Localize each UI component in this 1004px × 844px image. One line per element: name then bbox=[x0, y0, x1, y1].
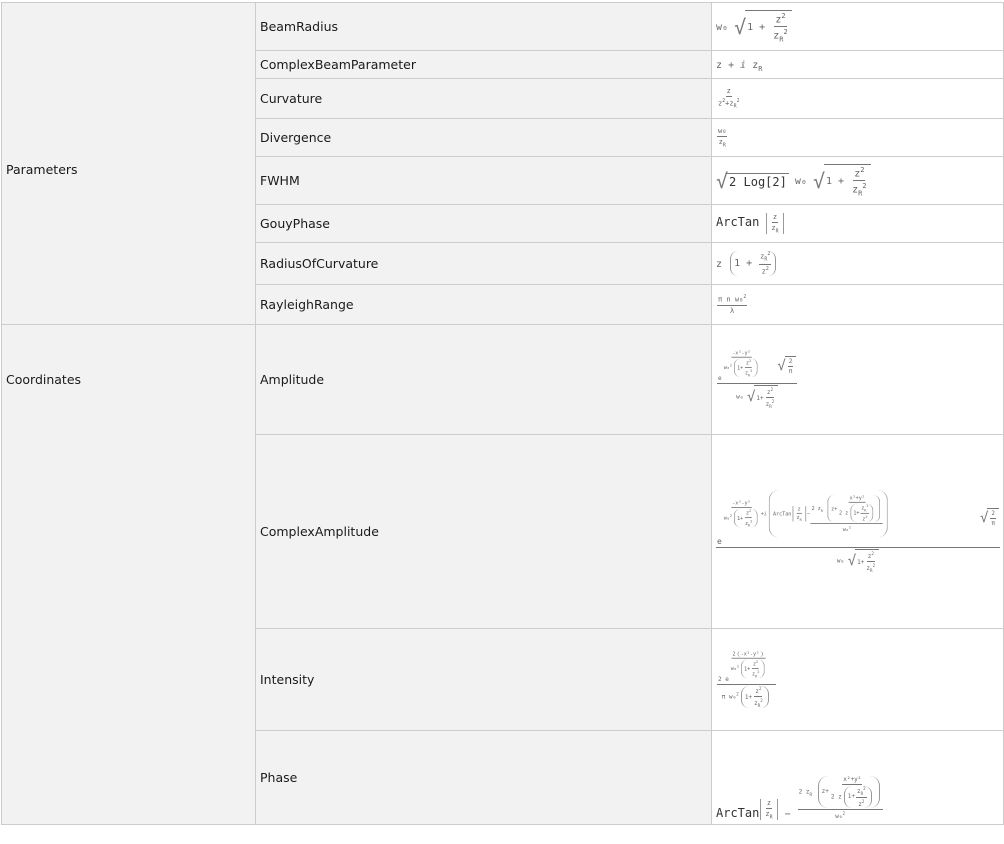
symbol: ArcTan bbox=[716, 215, 760, 230]
symbol: z bbox=[729, 99, 734, 108]
symbol: z bbox=[861, 505, 865, 512]
symbol: R bbox=[799, 517, 802, 522]
symbol: z bbox=[716, 60, 723, 71]
row-name-text: Divergence bbox=[260, 130, 332, 145]
symbol: z bbox=[852, 184, 859, 196]
row-name-text: FWHM bbox=[260, 173, 300, 188]
symbol: z bbox=[821, 788, 826, 796]
symbol: λ bbox=[730, 306, 735, 315]
symbol: 2 bbox=[736, 691, 739, 697]
symbol: − bbox=[784, 809, 791, 820]
symbol: 2 z bbox=[838, 509, 849, 516]
symbol: + bbox=[728, 60, 735, 71]
symbol: R bbox=[747, 523, 751, 528]
symbol: z bbox=[856, 787, 861, 795]
symbol: w₀ bbox=[736, 393, 744, 401]
symbol: z bbox=[866, 565, 871, 572]
symbol: -x²-y² bbox=[737, 651, 762, 657]
symbol: w₀ bbox=[723, 514, 730, 521]
symbol: R bbox=[779, 35, 784, 44]
symbol: z bbox=[775, 14, 782, 25]
formula bbox=[716, 87, 742, 110]
symbol: 2 bbox=[749, 368, 752, 373]
symbol: R bbox=[809, 791, 812, 797]
symbol: 2 bbox=[848, 524, 851, 530]
symbol: ⅈ bbox=[763, 510, 767, 517]
symbol: w₀ bbox=[794, 175, 807, 187]
symbol: + bbox=[860, 558, 865, 566]
symbol: z bbox=[726, 87, 731, 96]
row-name-text: RadiusOfCurvature bbox=[260, 256, 379, 271]
symbol: R bbox=[864, 507, 867, 513]
symbol: 2 bbox=[871, 551, 874, 556]
symbol: + bbox=[725, 99, 730, 108]
symbol: 1 bbox=[736, 514, 741, 521]
row-name-text: GouyPhase bbox=[260, 216, 330, 231]
symbol: + bbox=[739, 364, 743, 371]
symbol: R bbox=[733, 103, 737, 110]
symbol: 2 e bbox=[718, 676, 729, 683]
symbol: 2 bbox=[755, 659, 759, 664]
row-name-beamradius bbox=[256, 3, 712, 51]
symbol: 1 bbox=[853, 509, 857, 516]
formula bbox=[716, 251, 778, 276]
row-name-text: BeamRadius bbox=[260, 19, 339, 34]
symbol: z bbox=[858, 801, 862, 808]
symbol: − bbox=[806, 510, 810, 517]
symbol: w₀ bbox=[835, 813, 843, 820]
symbol: z bbox=[797, 505, 801, 512]
symbol: + bbox=[760, 394, 764, 402]
symbol: R bbox=[769, 404, 772, 410]
group-label-coordinates bbox=[2, 325, 256, 825]
formula-intensity bbox=[712, 629, 1004, 731]
symbol: 1 + bbox=[734, 257, 753, 269]
symbol: z bbox=[830, 505, 835, 512]
formula-complexamplitude bbox=[712, 435, 1004, 629]
symbol: w₀ bbox=[730, 665, 737, 672]
row-name-complexamplitude bbox=[256, 435, 712, 629]
formula: √ 2 Log[2] w₀ √ 1 + $\frac{z^2}{z_R^2}$ bbox=[716, 176, 871, 187]
symbol: 2 bbox=[991, 510, 995, 518]
symbol: z bbox=[718, 99, 723, 108]
symbol: 2 bbox=[866, 503, 869, 508]
formula-radiusofcurvature bbox=[712, 243, 1004, 285]
symbol: z bbox=[718, 137, 723, 146]
symbol: + bbox=[825, 788, 829, 796]
formula bbox=[716, 650, 777, 709]
symbol: 2 bbox=[770, 387, 774, 392]
symbol: z bbox=[854, 168, 861, 179]
symbol: z bbox=[716, 258, 723, 270]
symbol: e bbox=[718, 375, 722, 382]
symbol: z bbox=[771, 223, 776, 232]
symbol: 2 z bbox=[798, 788, 810, 796]
symbol: 2 bbox=[781, 11, 786, 20]
formula-rayleighrange bbox=[712, 285, 1004, 325]
symbol: 2 bbox=[743, 294, 747, 301]
formula: e -x²-y² w₀$^2$ 1 + $\frac{z^2}{z_R^2}$ + ⅈ ArcTan $\frac{z}{z_R}$ − 2 $z_R$ z + x²+y² 2 z 1 + $\frac{z_R^2}{z^2}$ w₀$^2$ √ $\frac{2}{\pi}$ w₀ √ 1 + $\frac{z^2}{z_R^2}$ bbox=[716, 528, 1000, 535]
symbol: R bbox=[860, 791, 864, 796]
symbol: z bbox=[773, 30, 780, 42]
formula-complexbeamparameter bbox=[712, 51, 1004, 79]
row-name-curvature bbox=[256, 79, 712, 119]
symbol: z bbox=[745, 360, 749, 366]
formula bbox=[716, 212, 785, 235]
symbol: R bbox=[747, 372, 750, 378]
group-text: Coordinates bbox=[6, 372, 82, 387]
symbol: z bbox=[752, 60, 759, 71]
symbol: + bbox=[760, 510, 764, 517]
row-name-rayleighrange bbox=[256, 285, 712, 325]
symbol: + bbox=[834, 505, 838, 512]
symbol: 2 bbox=[748, 508, 752, 513]
symbol: R bbox=[764, 257, 768, 264]
symbol: z bbox=[745, 510, 749, 517]
symbol: + bbox=[747, 665, 751, 672]
symbol: z bbox=[867, 553, 872, 560]
formula-fwhm bbox=[712, 157, 1004, 205]
symbol: 1 bbox=[756, 394, 760, 402]
symbol: R bbox=[757, 703, 761, 709]
symbol: 2 bbox=[862, 182, 867, 190]
symbol: z bbox=[766, 389, 771, 396]
row-name-text: ComplexBeamParameter bbox=[260, 57, 416, 72]
symbol: 2 z bbox=[830, 793, 842, 801]
formula: e -x²-y² w₀$^2$ 1 + $\frac{z^2}{z_R^2}$ √ $\frac{2}{\pi}$ w₀ √ 1 + $\frac{z^2}{z_R^2}$ bbox=[716, 376, 798, 383]
symbol: 1 + bbox=[826, 176, 845, 187]
row-name-text: Curvature bbox=[260, 91, 323, 106]
symbol: w₀ bbox=[718, 126, 727, 135]
symbol: z bbox=[744, 520, 748, 527]
symbol: z bbox=[761, 267, 766, 276]
symbol: w₀ bbox=[729, 693, 737, 701]
row-name-complexbeamparameter bbox=[256, 51, 712, 79]
symbol: z bbox=[796, 514, 800, 521]
symbol: 2 bbox=[750, 518, 753, 523]
row-name-amplitude bbox=[256, 325, 712, 435]
symbol: ⅈ bbox=[740, 60, 747, 71]
row-name-divergence bbox=[256, 119, 712, 157]
symbol: 2 bbox=[771, 399, 775, 404]
symbol: 2 bbox=[732, 650, 736, 657]
group-text: Parameters bbox=[6, 162, 78, 177]
symbol: 1 bbox=[743, 665, 748, 672]
row-name-phase bbox=[256, 731, 712, 825]
symbol: w₀ bbox=[836, 557, 845, 565]
formula-divergence bbox=[712, 119, 1004, 157]
symbol: R bbox=[870, 568, 873, 574]
symbol: z bbox=[766, 798, 772, 807]
symbol: w₀ bbox=[734, 295, 744, 304]
symbol: z bbox=[752, 661, 756, 667]
formula-beamradius bbox=[712, 3, 1004, 51]
symbol: π n bbox=[718, 295, 731, 304]
formula-phase bbox=[712, 731, 1004, 825]
symbol: x²+y² bbox=[843, 775, 862, 783]
symbol: π bbox=[991, 520, 995, 528]
symbol: 2 bbox=[865, 514, 868, 519]
symbol: 2 bbox=[736, 664, 739, 669]
symbol: z bbox=[744, 370, 748, 377]
symbol: 1 + bbox=[747, 22, 766, 33]
symbol: 2 bbox=[722, 98, 726, 105]
symbol: z bbox=[862, 516, 866, 523]
row-name-text: Phase bbox=[260, 770, 298, 785]
symbol: ArcTan bbox=[772, 510, 792, 517]
symbol: z bbox=[755, 688, 759, 695]
row-name-text: Amplitude bbox=[260, 372, 325, 387]
symbol: R bbox=[758, 65, 763, 73]
formula bbox=[716, 776, 884, 820]
symbol: + bbox=[748, 693, 753, 701]
symbol: z bbox=[772, 212, 778, 221]
symbol: + bbox=[851, 793, 855, 801]
symbol: 1 bbox=[857, 558, 861, 566]
symbol: R bbox=[858, 189, 863, 198]
symbol: 2 bbox=[757, 669, 760, 674]
symbol: 2 bbox=[863, 785, 866, 791]
symbol: 2 Log[2] bbox=[729, 174, 787, 189]
symbol: + bbox=[856, 509, 860, 516]
symbol: z bbox=[760, 252, 765, 261]
formula-curvature bbox=[712, 79, 1004, 119]
symbol: 2 bbox=[748, 358, 751, 363]
symbol: 2 bbox=[872, 563, 876, 568]
group-label-parameters bbox=[2, 3, 256, 325]
symbol: 2 bbox=[760, 698, 763, 703]
symbol: w₀ bbox=[842, 526, 849, 533]
property-table bbox=[1, 2, 1004, 825]
row-name-text: ComplexAmplitude bbox=[260, 524, 379, 539]
symbol: z bbox=[765, 809, 770, 818]
symbol: 1 bbox=[744, 693, 749, 701]
symbol: π bbox=[721, 693, 726, 701]
symbol: -x²-y² bbox=[731, 349, 751, 356]
symbol: + bbox=[740, 514, 744, 521]
formula bbox=[716, 60, 762, 71]
symbol: e bbox=[717, 537, 722, 546]
symbol: R bbox=[820, 508, 823, 513]
symbol: x²+y² bbox=[849, 494, 865, 501]
row-name-radiusofcurvature bbox=[256, 243, 712, 285]
symbol: 1 bbox=[847, 793, 852, 801]
symbol: z bbox=[754, 700, 758, 707]
symbol: w₀ bbox=[716, 21, 729, 33]
row-name-gouyphase bbox=[256, 205, 712, 243]
symbol: z bbox=[765, 401, 770, 408]
symbol: 2 bbox=[842, 811, 846, 816]
symbol: z bbox=[751, 671, 755, 678]
row-name-fwhm bbox=[256, 157, 712, 205]
formula bbox=[716, 126, 728, 149]
symbol: 2 bbox=[861, 799, 865, 804]
symbol: w₀ bbox=[723, 364, 730, 371]
symbol: R bbox=[722, 142, 726, 149]
symbol: 1 bbox=[736, 364, 740, 371]
formula-gouyphase bbox=[712, 205, 1004, 243]
symbol: 2 bbox=[729, 513, 732, 518]
symbol: ArcTan bbox=[716, 806, 760, 820]
row-name-text: RayleighRange bbox=[260, 297, 354, 312]
symbol: -x²-y² bbox=[732, 500, 751, 506]
symbol: 2 bbox=[765, 266, 769, 273]
symbol: R bbox=[769, 814, 773, 820]
symbol: 2 bbox=[860, 165, 865, 174]
symbol: 2 bbox=[767, 251, 771, 258]
symbol: 2 bbox=[788, 358, 793, 366]
row-name-intensity bbox=[256, 629, 712, 731]
symbol: 2 z bbox=[811, 505, 821, 512]
symbol: 2 bbox=[736, 98, 740, 105]
symbol: 2 bbox=[729, 363, 732, 368]
symbol: R bbox=[754, 673, 758, 679]
symbol: R bbox=[775, 228, 779, 235]
symbol: π bbox=[788, 368, 793, 376]
formula-amplitude bbox=[712, 325, 1004, 435]
symbol: 2 bbox=[758, 686, 762, 691]
row-name-text: Intensity bbox=[260, 672, 315, 687]
symbol: 2 bbox=[783, 28, 788, 36]
formula: w₀ √ 1 + $\frac{z^2}{z_R^2}$ bbox=[716, 22, 792, 33]
